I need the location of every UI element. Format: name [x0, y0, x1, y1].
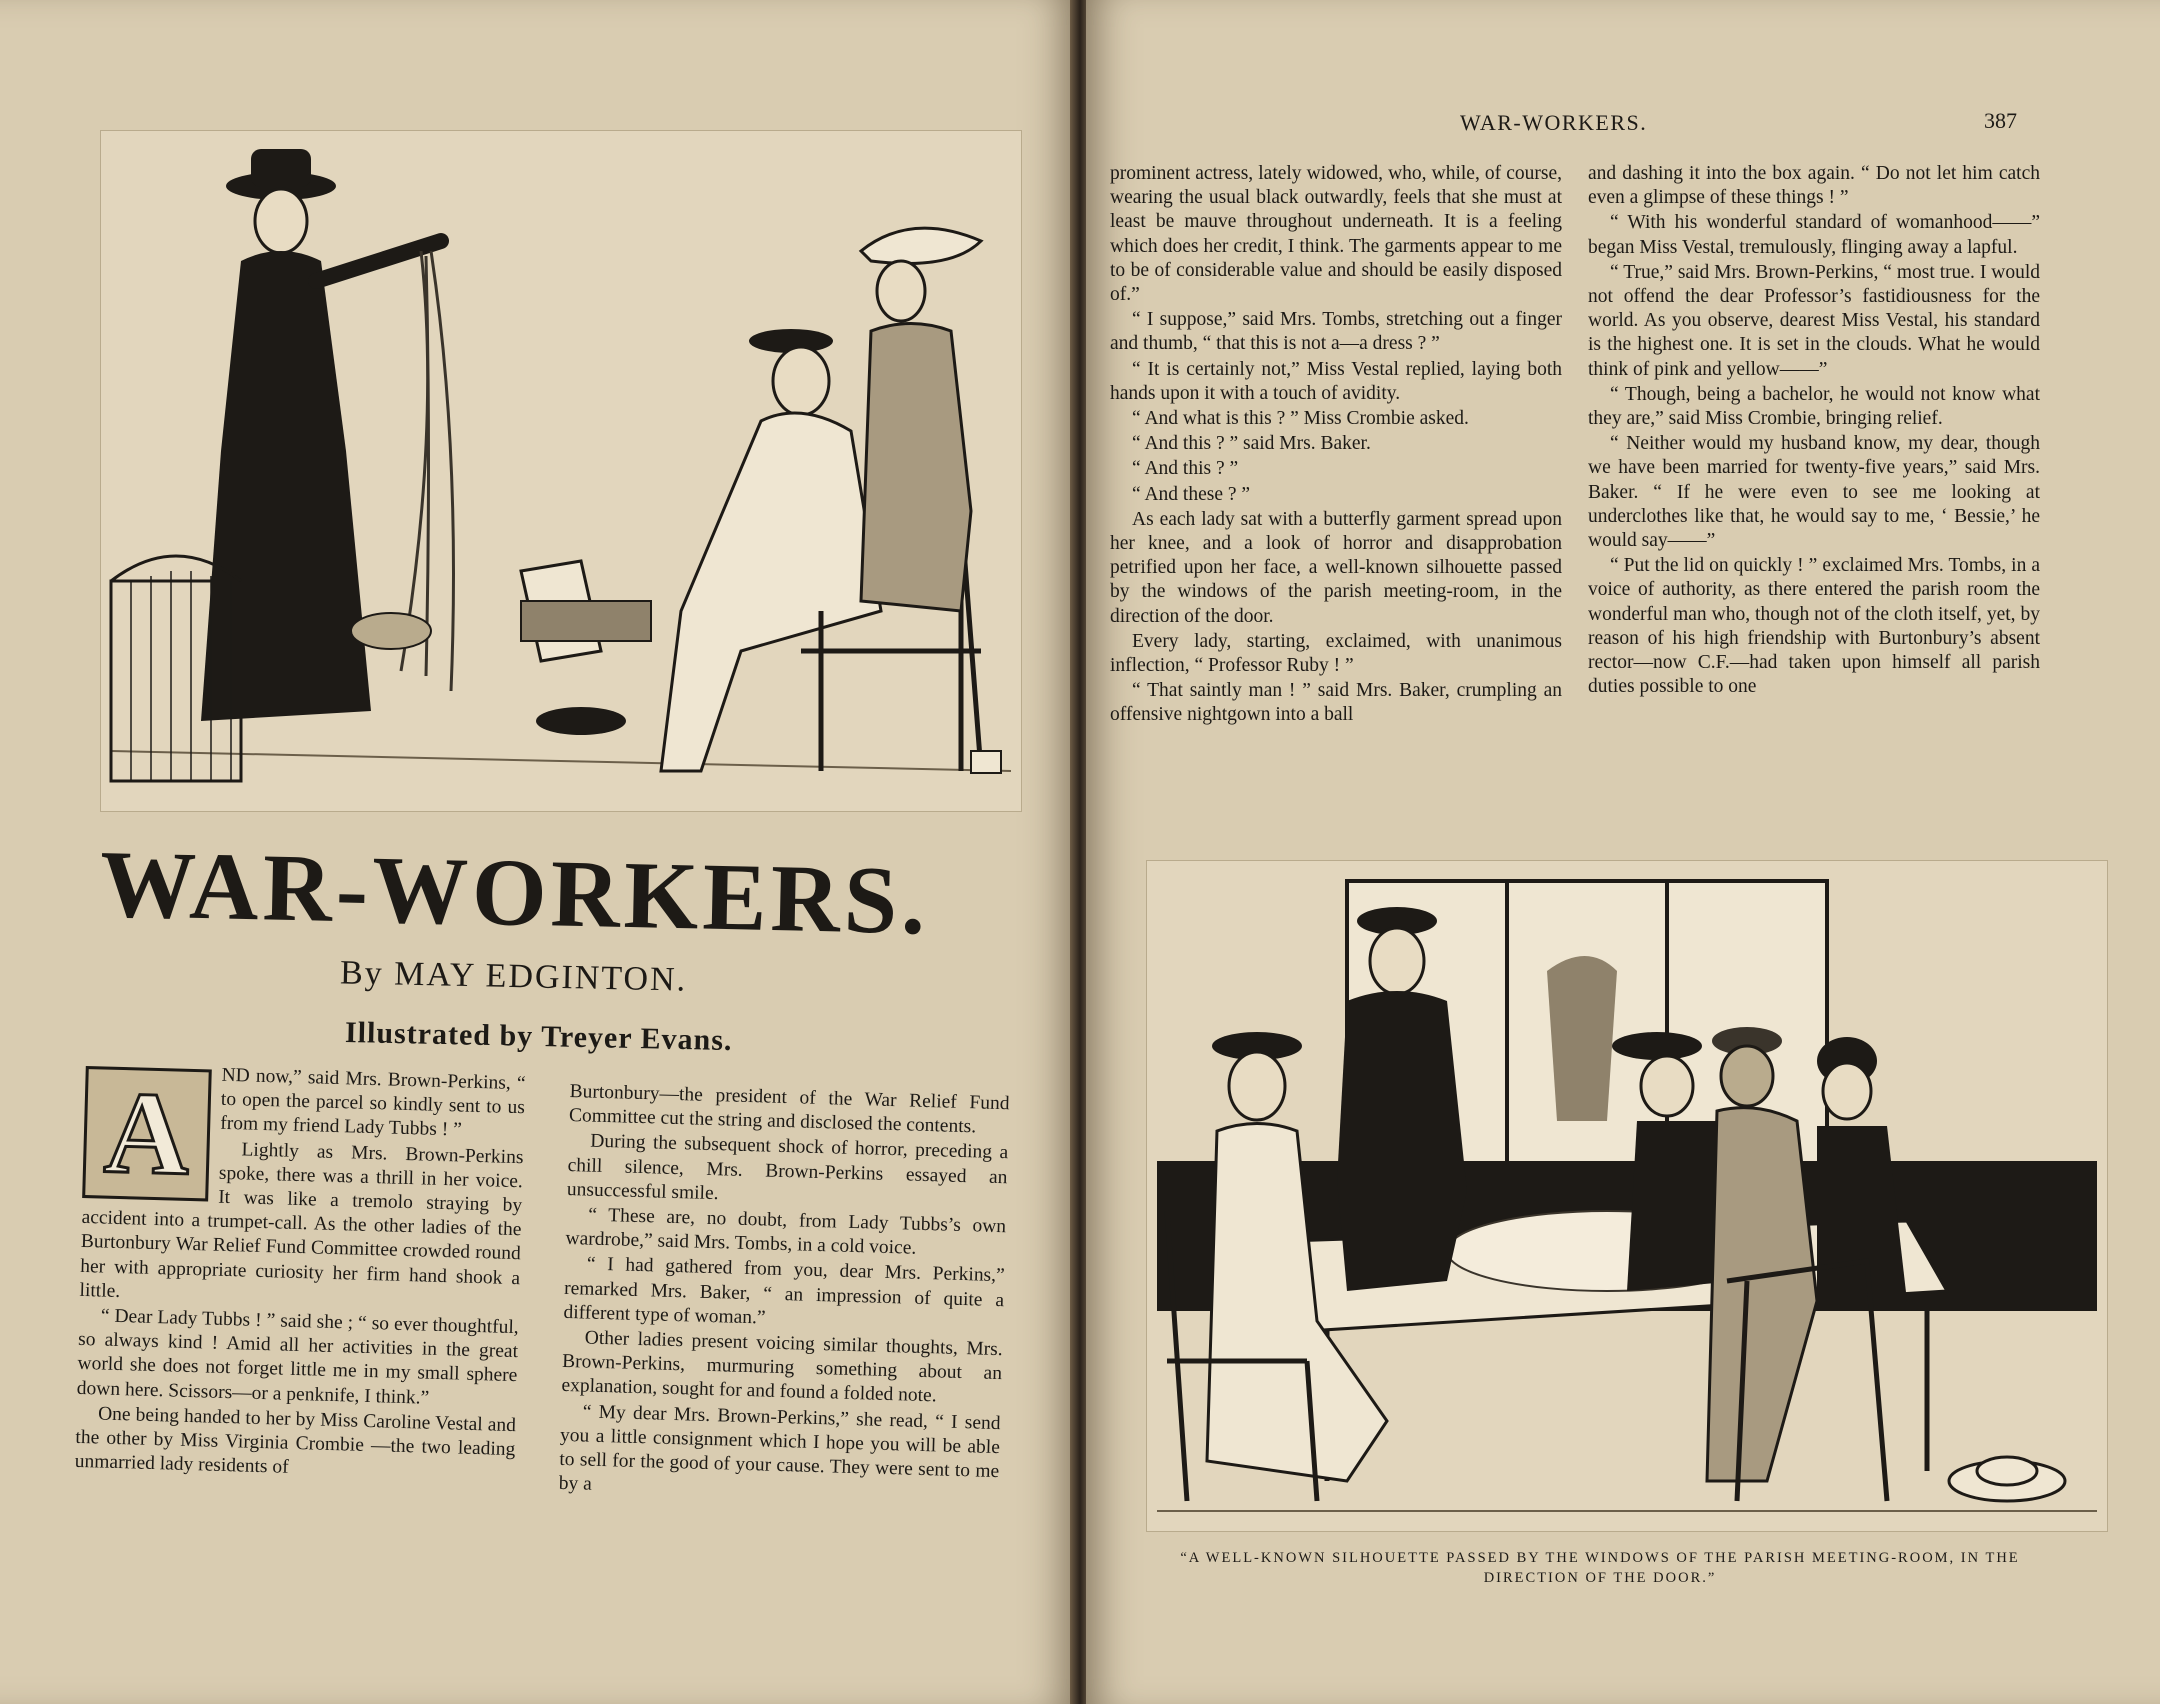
paragraph: During the subsequent shock of horror, preceding a chill silence, Mrs. Brown-Perkins essayed an unsuccessful smile. — [566, 1131, 1009, 1204]
paragraph: “ And what is this ? ” Miss Crombie asked. — [1132, 408, 1469, 430]
paragraph: prominent actress, lately widowed, who, while, of course, wearing the usual black outwardly, feels that she must at least be mauve throughout underneath. It is a feeling which does her credit, I think. The garments appear to me to be of considerable value and should be easily disposed of.” — [1110, 163, 1562, 306]
illustration-ladies-with-garments — [100, 130, 1022, 812]
left-page — [0, 0, 1074, 1704]
illustrator-credit: Illustrated by Treyer Evans. — [344, 1015, 733, 1058]
paragraph: “ And this ? ” — [1132, 458, 1239, 480]
illustration-parish-meeting-room — [1146, 860, 2108, 1532]
paragraph: Burtonbury—the president of the War Relief Fund Committee cut the string and disclosed the contents. — [568, 1080, 1010, 1138]
paragraph: “ It is certainly not,” Miss Vestal replied, laying both hands upon it with a touch of avidity. — [1110, 358, 1562, 404]
paragraph: Other ladies present voicing similar thoughts, Mrs. Brown-Perkins, murmuring something about an explanation, sought for and found a folded note. — [561, 1327, 1003, 1407]
paragraph: “ I suppose,” said Mrs. Tombs, stretching out a finger and thumb, “ that this is not a—a dress ? ” — [1110, 309, 1562, 355]
drop-cap-letter: A — [102, 1066, 192, 1200]
paragraph: ND now,” said Mrs. Brown-Perkins, “ to open the parcel so kindly sent to us from my friend Lady Tubbs ! ” — [219, 1064, 526, 1141]
paragraph: “ I had gathered from you, dear Mrs. Perkins,” remarked Mrs. Baker, “ an impression of quite a different type of woman.” — [563, 1253, 1005, 1329]
paragraph: “ My dear Mrs. Brown-Perkins,” she read, “ I send you a little consignment which I hope you will be able to sell for the good of your cause. They were sent to me by a — [558, 1401, 1001, 1496]
article-title: WAR-WORKERS. — [98, 829, 931, 955]
paragraph: and dashing it into the box again. “ Do not let him catch even a glimpse of these things ! ” — [1588, 163, 2040, 209]
paragraph: “ Though, being a bachelor, he would not know what they are,” said Miss Crombie, bringing relief. — [1588, 383, 2040, 430]
left-column-1 — [74, 1060, 525, 1488]
paragraph: One being handed to her by Miss Caroline Vestal and the other by Miss Virginia Crombie —the two leading unmarried lady residents of — [74, 1403, 517, 1479]
paragraph: “ Dear Lady Tubbs ! ” said she ; “ so ever thoughtful, so always kind ! Amid all her activities in the great world she does not forget little me in my small sphere down here. Scissors—or a penknife, I think.” — [76, 1305, 519, 1409]
page-number: 387 — [1984, 108, 2017, 133]
paragraph: “ And these ? ” — [1132, 483, 1251, 505]
left-column-2 — [558, 1080, 1009, 1510]
paragraph: “ Put the lid on quickly ! ” exclaimed Mrs. Tombs, in a voice of authority, as there entered the parish room the wonderful man who, though not of the cloth itself, yet, by reason of his high friendship with Burtonbury’s absent rector—now C.F.—had taken upon himself all parish duties possible to one — [1588, 555, 2040, 698]
paragraph: “ These are, no doubt, from Lady Tubbs’s own wardrobe,” said Mrs. Tombs, in a cold voice. — [565, 1204, 1007, 1259]
paragraph: As each lady sat with a butterfly garment spread upon her knee, and a look of horror and disapprobation petrified upon her face, a well-known silhouette passed by the windows of the parish meeting-room, in the direction of the door. — [1110, 508, 1562, 627]
paragraph: “ Neither would my husband know, my dear, though we have been married for twenty-five years,” said Mrs. Baker. “ If he were even to see me looking at underclothes like that, he would say to me, ‘ Bessie,’ he would say——” — [1588, 433, 2040, 552]
paragraph: Every lady, starting, exclaimed, with unanimous inflection, “ Professor Ruby ! ” — [1110, 630, 1562, 677]
right-page — [1086, 0, 2160, 1704]
paragraph: Lightly as Mrs. Brown-Perkins spoke, there was a thrill in her voice. It was like a tremolo straying by accident into a trumpet-call. As the other ladies of the Burtonbury War Relief Fund Committee crowded round her with appropriate curiosity her firm hand shook a little. — [79, 1138, 524, 1302]
right-column-2 — [1588, 162, 2040, 700]
paragraph: “ With his wonderful standard of womanhood——” began Miss Vestal, tremulously, flinging away a lapful. — [1588, 212, 2040, 258]
paragraph: “ True,” said Mrs. Brown-Perkins, “ most true. I would not offend the dear Professor’s fastidiousness for the world. As you observe, dearest Miss Vestal, his standard is the highest one. It is set in the clouds. What he would think of pink and yellow——” — [1588, 261, 2040, 380]
paragraph: “ That saintly man ! ” said Mrs. Baker, crumpling an offensive nightgown into a ball — [1110, 680, 1562, 726]
author-byline: By MAY EDGINTON. — [339, 954, 688, 999]
running-head: WAR-WORKERS. — [1460, 110, 1648, 135]
paragraph: “ And this ? ” said Mrs. Baker. — [1132, 433, 1371, 455]
drop-cap-ornament — [82, 1066, 212, 1201]
illustration-caption: “A WELL-KNOWN SILHOUETTE PASSED BY THE WINDOWS OF THE PARISH MEETING-ROOM, IN THE DIRECTION OF THE DOOR.” — [1180, 1550, 2020, 1586]
right-column-1 — [1110, 162, 1562, 729]
